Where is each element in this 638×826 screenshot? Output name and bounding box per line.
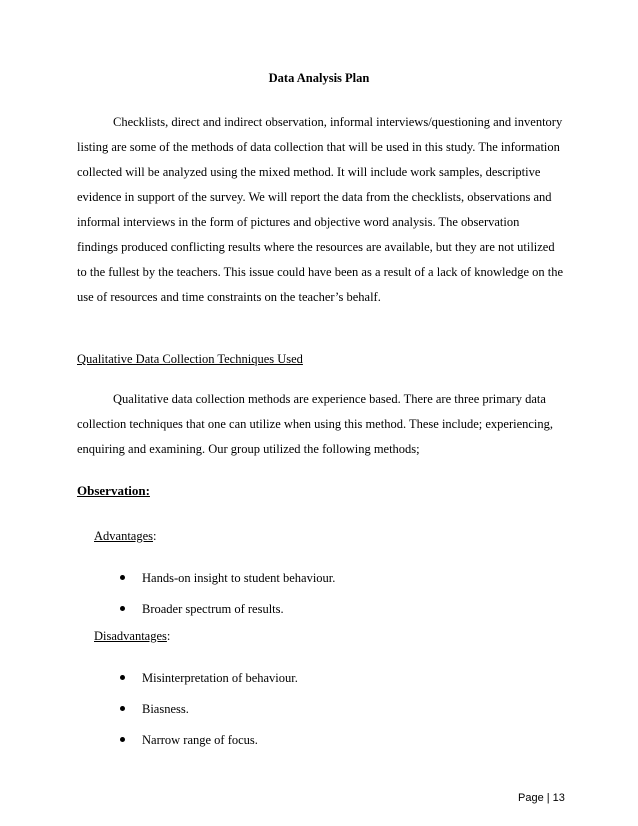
section-heading-qualitative: Qualitative Data Collection Techniques Used xyxy=(77,352,303,366)
paragraph-line: collected will be analyzed using the mixed method. It will include work samples, descriptive xyxy=(77,165,541,179)
advantages-label: Advantages xyxy=(94,529,154,543)
list-item-text: Biasness. xyxy=(142,702,189,716)
disadvantages-label: Disadvantages xyxy=(94,629,167,643)
list-item-text: Hands-on insight to student behaviour. xyxy=(142,571,336,585)
bullet-icon xyxy=(120,606,125,611)
list-item-text: Broader spectrum of results. xyxy=(142,602,284,616)
list-item-text: Misinterpretation of behaviour. xyxy=(142,671,298,685)
paragraph-qualitative-methods xyxy=(77,387,563,462)
advantages-heading xyxy=(94,528,157,544)
bullet-icon xyxy=(120,675,125,680)
advantages-colon: : xyxy=(153,529,157,543)
paragraph-line: collection techniques that one can utilize when using this method. These include; experiencing, xyxy=(77,417,554,431)
paragraph-line: informal interviews in the form of pictures and objective word analysis. The observation xyxy=(77,215,520,229)
page-title: Data Analysis Plan xyxy=(268,71,370,85)
bullet-icon xyxy=(120,706,125,711)
list-item-text: Narrow range of focus. xyxy=(142,733,258,747)
paragraph-line: Qualitative data collection methods are experience based. There are three primary data xyxy=(113,392,546,406)
paragraph-line: enquiring and examining. Our group utilized the following methods; xyxy=(77,442,420,456)
paragraph-line: listing are some of the methods of data collection that will be used in this study. The information xyxy=(77,140,560,154)
disadvantages-colon: : xyxy=(166,629,171,643)
paragraph-line: to the fullest by the teachers. This issue could have been as a result of a lack of knowledge on the xyxy=(77,265,564,279)
paragraph-data-collection xyxy=(77,110,563,310)
paragraph-line: use of resources and time constraints on the teacher’s behalf. xyxy=(77,290,381,304)
disadvantages-heading xyxy=(94,628,170,644)
bullet-icon xyxy=(120,737,125,742)
paragraph-line: Checklists, direct and indirect observation, informal interviews/questioning and inventory xyxy=(113,115,563,129)
observation-heading: Observation: xyxy=(77,483,150,498)
page-number-footer: Page | 13 xyxy=(518,792,565,804)
paragraph-line: findings produced conflicting results where the resources are available, but they are not utilized xyxy=(77,240,555,254)
bullet-icon xyxy=(120,575,125,580)
paragraph-line: evidence in support of the survey. We will report the data from the checklists, observations and xyxy=(77,190,552,204)
